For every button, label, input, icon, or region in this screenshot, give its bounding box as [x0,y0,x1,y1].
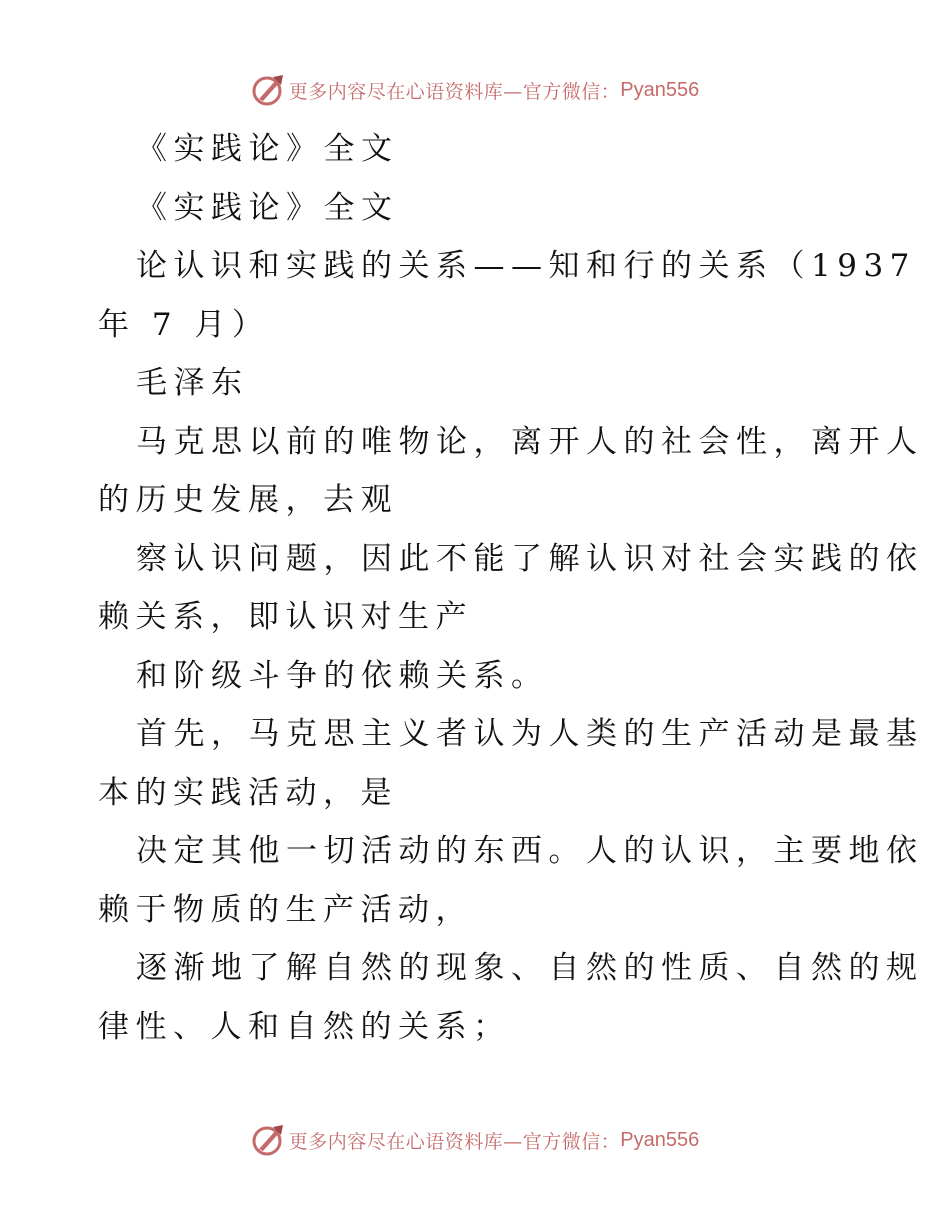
footer-watermark [0,1120,950,1160]
text-line: 《实践论》全文 [136,131,399,167]
text-line: 和阶级斗争的依赖关系。 [136,657,549,694]
text-line: 赖关系，即认识对生产 [98,599,473,635]
text-line: 本的实践活动，是 [98,774,398,811]
watermark-wechat-id: Pyan556 [620,78,700,101]
text-line: 马克思以前的唯物论，离开人的社会性，离开人 [136,423,924,460]
text-line: 首先，马克思主义者认为人类的生产活动是最基 [136,716,924,752]
text-line: 察认识问题，因此不能了解认识对社会实践的依 [136,540,924,577]
text-line: 决定其他一切活动的东西。人的认识，主要地依 [136,833,924,869]
header-watermark [0,70,950,110]
text-line: 赖于物质的生产活动， [98,891,473,928]
quill-logo-icon [251,1123,285,1157]
text-line: 论认识和实践的关系——知和行的关系（1937 [136,248,916,284]
text-line: 年 7 月） [98,306,270,343]
text-line: 的历史发展，去观 [98,482,398,518]
watermark-text: 更多内容尽在心语资料库—官方微信： [288,80,621,103]
watermark-wechat-id: Pyan556 [620,1128,700,1151]
quill-logo-icon [251,73,285,107]
text-line: 律性、人和自然的关系； [98,1008,511,1045]
document-body [98,120,924,1056]
text-line: 逐渐地了解自然的现象、自然的性质、自然的规 [136,950,924,986]
text-line: 毛泽东 [136,365,249,401]
watermark-text: 更多内容尽在心语资料库—官方微信： [288,1130,621,1153]
text-line: 《实践论》全文 [136,189,399,226]
